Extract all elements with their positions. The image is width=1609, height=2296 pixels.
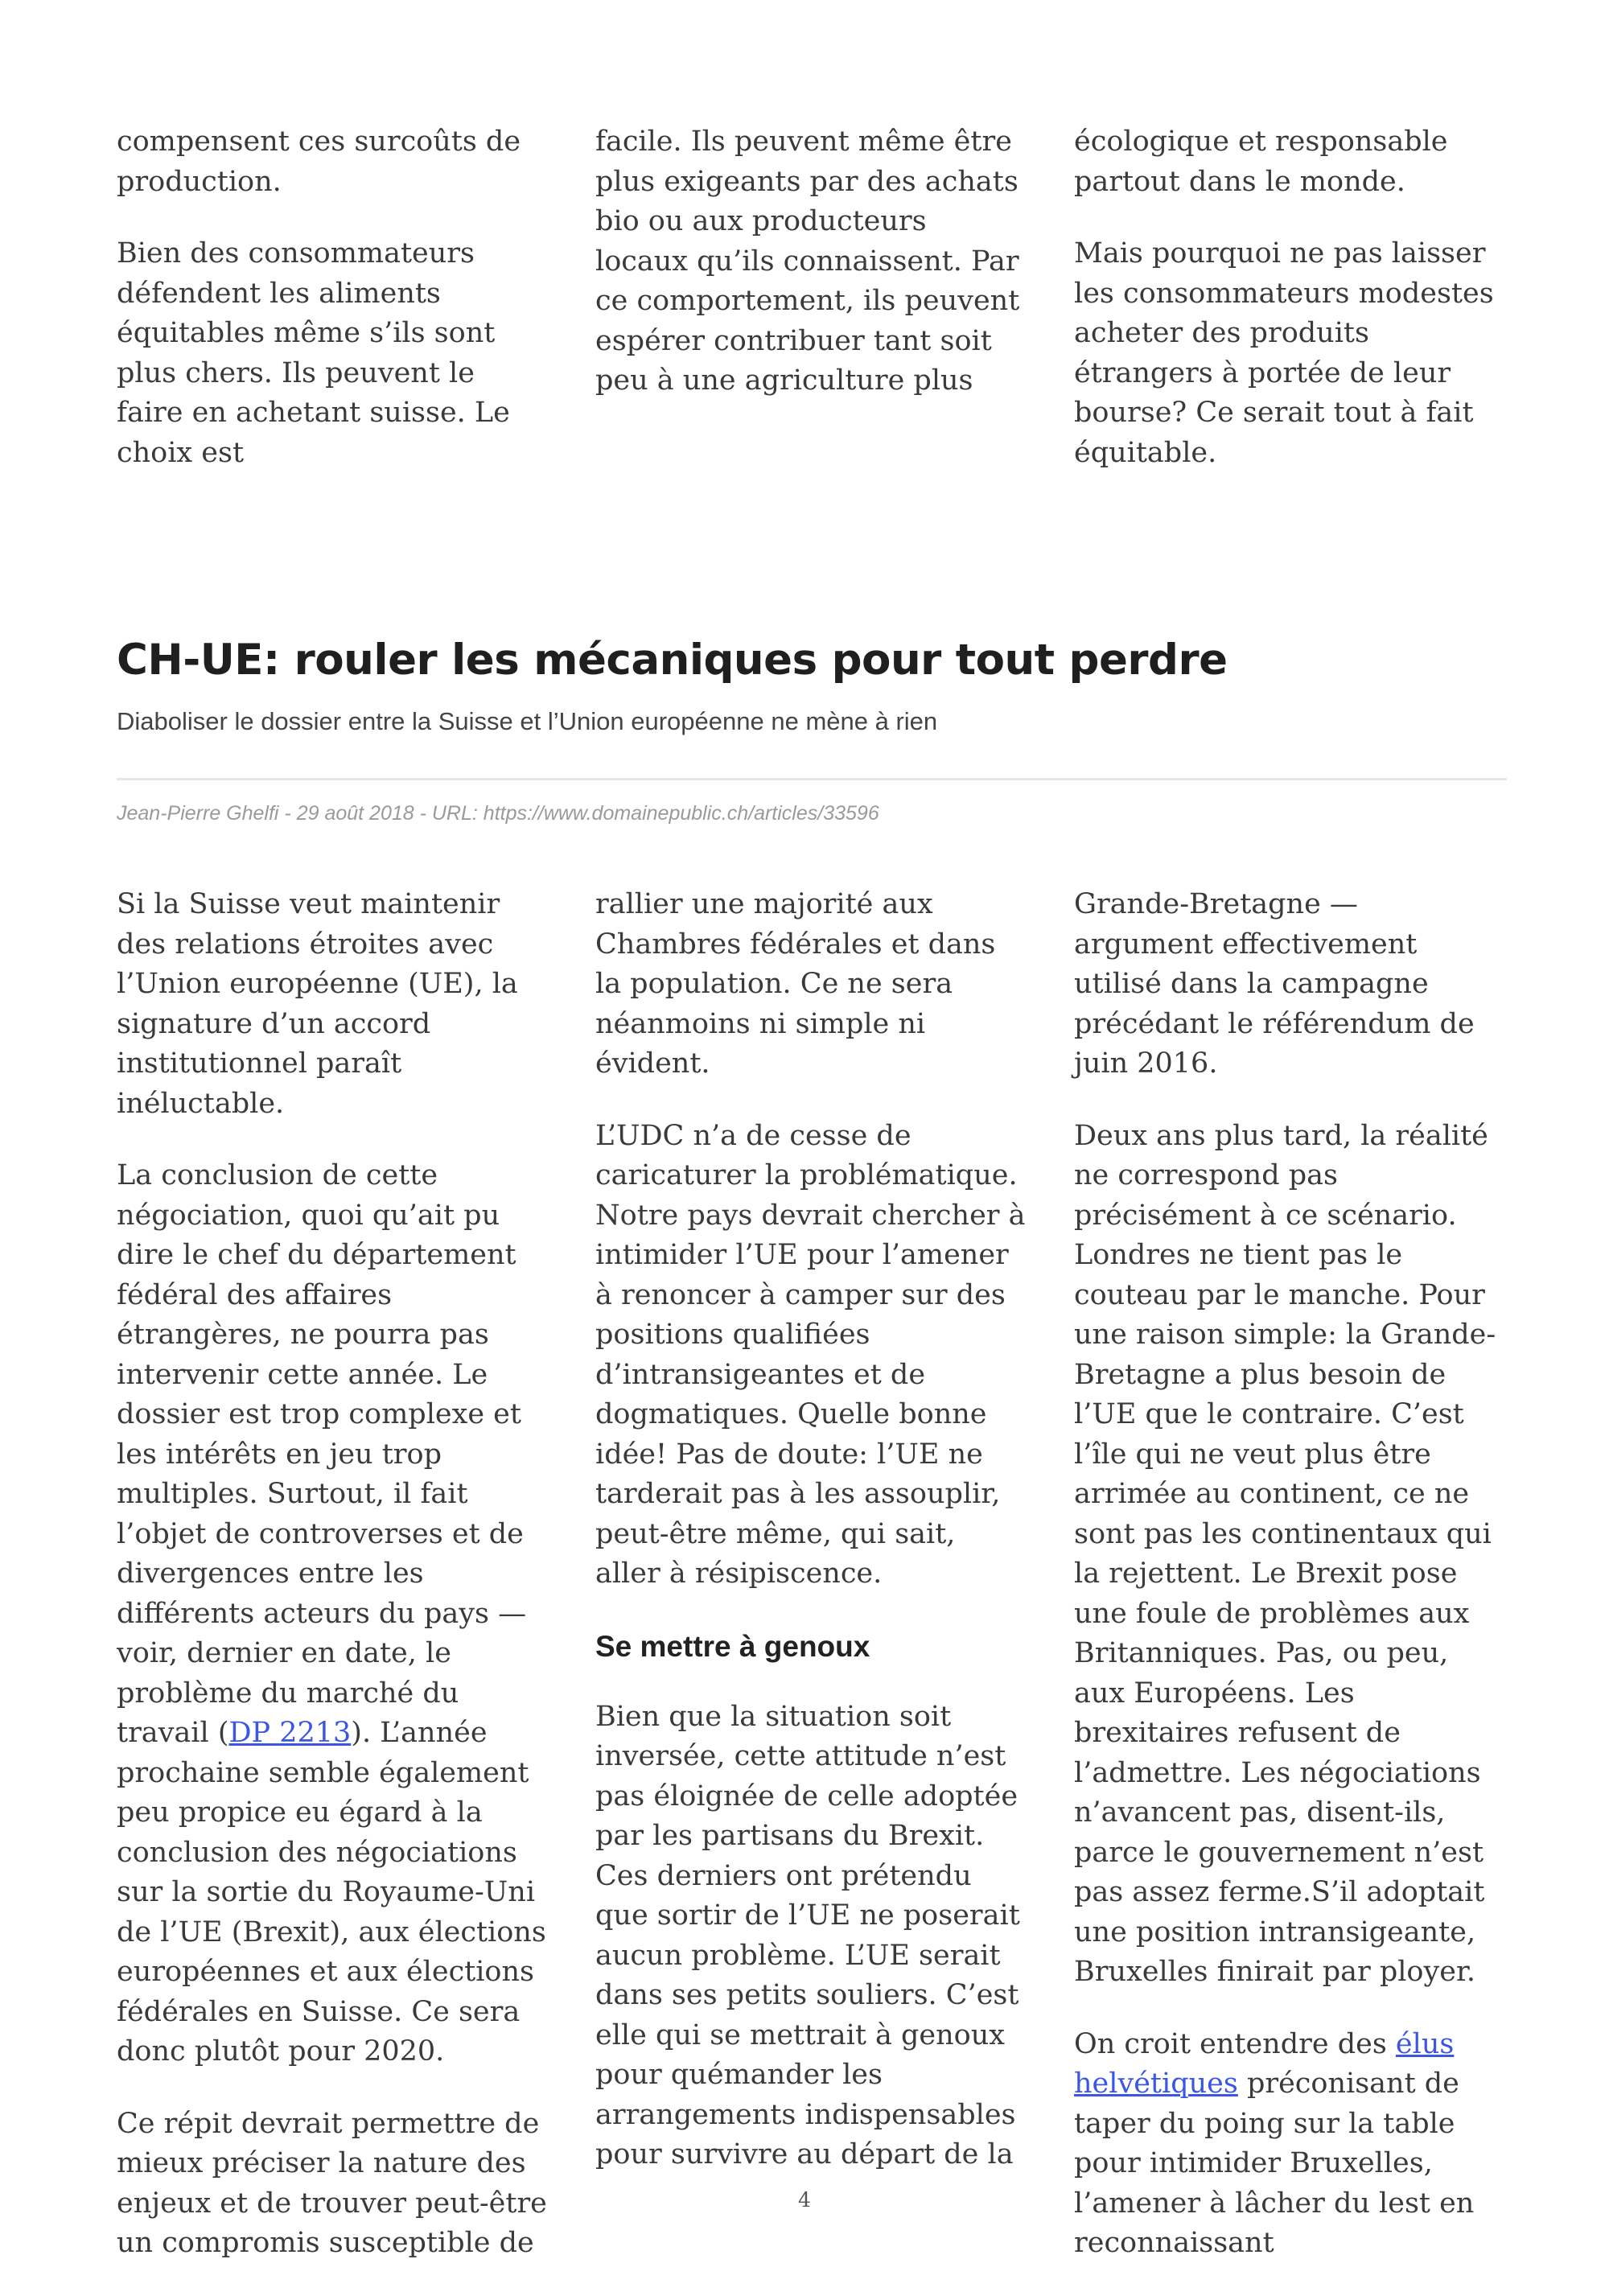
previous-article-column-3 <box>1074 122 1506 505</box>
paragraph: Grande-Bretagne — argument effectivement utilisé dans la campagne précédant le référendum de juin 2016. <box>1074 888 1475 1080</box>
section-heading: Se mettre à genoux <box>595 1629 870 1663</box>
article-column-3 <box>1074 885 1506 2296</box>
page-number: 4 <box>798 2188 811 2212</box>
paragraph: Deux ans plus tard, la réalité ne correspond pas précisément à ce scénario. Londres ne tient pas le couteau par le manche. Pour une raison simple: la Grande-Bretagne a plus besoin de l’UE que le contraire. C’est l’île qui ne veut plus être arrimée au continent, ce ne sont pas les continentaux qui la rejettent. Le Brexit pose une foule de problèmes aux Britanniques. Pas, ou peu, aux Européens. Les brexitaires refusent de l’admettre. Les négociations n’avancent pas, disent-ils, parce le gouvernement n’est pas assez ferme.S’il adoptait une position intransigeante, Bruxelles finirait par ployer. <box>1074 1119 1496 1988</box>
article-column-1 <box>117 885 549 2296</box>
divider <box>117 778 1507 780</box>
elus-helvetiques-link[interactable]: élus helvétiques <box>1074 2027 1455 2100</box>
article-title: CH-UE: rouler les mécaniques pour tout perdre <box>117 636 1228 685</box>
paragraph: Si la Suisse veut maintenir des relations étroites avec l’Union européenne (UE), la signature d’un accord institutionnel paraît inéluctable. <box>117 888 518 1120</box>
paragraph <box>1074 2025 1506 2264</box>
article-body <box>117 885 1507 2296</box>
paragraph: facile. Ils peuvent même être plus exigeants par des achats bio ou aux producteurs locaux qu’ils connaissent. Par ce comportement, ils peuvent espérer contribuer tant soit peu à une agriculture plus <box>595 125 1020 397</box>
article-byline: Jean-Pierre Ghelfi - 29 août 2018 - URL: https://www.domainepublic.ch/articles/33596 <box>117 802 879 825</box>
paragraph: écologique et responsable partout dans le monde. <box>1074 125 1448 198</box>
paragraph: Bien des consommateurs défendent les aliments équitables même s’ils sont plus chers. Ils peuvent le faire en achetant suisse. Le choix est <box>117 237 510 469</box>
article-column-2 <box>595 885 1027 2296</box>
paragraph <box>117 1156 549 2072</box>
paragraph: Mais pourquoi ne pas laisser les consommateurs modestes acheter des produits étrangers à portée de leur bourse? Ce serait tout à fait équitable. <box>1074 237 1494 469</box>
article-subtitle: Diaboliser le dossier entre la Suisse et l’Union européenne ne mène à rien <box>117 707 938 735</box>
paragraph: compensent ces surcoûts de production. <box>117 125 521 198</box>
previous-article-continuation <box>117 122 1507 505</box>
paragraph-text: La conclusion de cette négociation, quoi qu’ait pu dire le chef du département fédéral des affaires étrangères, ne pourra pas intervenir cette année. Le dossier est trop complexe et les intérêts en jeu trop multiples. Surtout, il fait l’objet de controverses et de divergences entre les différents acteurs du pays — voir, dernier en date, le problème du marché du travail ( <box>117 1159 527 1749</box>
paragraph: Bien que la situation soit inversée, cette attitude n’est pas éloignée de celle adoptée par les partisans du Brexit. Ces derniers ont prétendu que sortir de l’UE ne poserait aucun problème. L’UE serait dans ses petits souliers. C’est elle qui se mettrait à genoux pour quémander les arrangements indispensables pour survivre au départ de la <box>595 1700 1020 2171</box>
dp-2213-link[interactable]: DP 2213 <box>228 1717 352 1749</box>
paragraph-text: préconisant de taper du poing sur la table pour intimider Bruxelles, l’amener à lâcher du lest en reconnaissant <box>1074 2068 1475 2259</box>
paragraph-text: ). L’année prochaine semble également peu propice eu égard à la conclusion des négociations sur la sortie du Royaume-Uni de l’UE (Brexit), aux élections européennes et aux élections fédérales en Suisse. Ce sera donc plutôt pour 2020. <box>117 1717 546 2068</box>
previous-article-column-2 <box>595 122 1027 505</box>
paragraph-text: On croit entendre des <box>1074 2027 1396 2060</box>
paragraph: L’UDC n’a de cesse de caricaturer la problématique. Notre pays devrait chercher à intimider l’UE pour l’amener à renoncer à camper sur des positions qualifiées d’intransigeantes et de dogmatiques. Quelle bonne idée! Pas de doute: l’UE ne tarderait pas à les assouplir, peut-être même, qui sait, aller à résipiscence. <box>595 1119 1026 1590</box>
paragraph: rallier une majorité aux Chambres fédérales et dans la population. Ce ne sera néanmoins ni simple ni évident. <box>595 888 996 1080</box>
previous-article-column-1 <box>117 122 549 505</box>
paragraph: Ce répit devrait permettre de mieux préciser la nature des enjeux et de trouver peut-être un compromis susceptible de <box>117 2107 547 2259</box>
